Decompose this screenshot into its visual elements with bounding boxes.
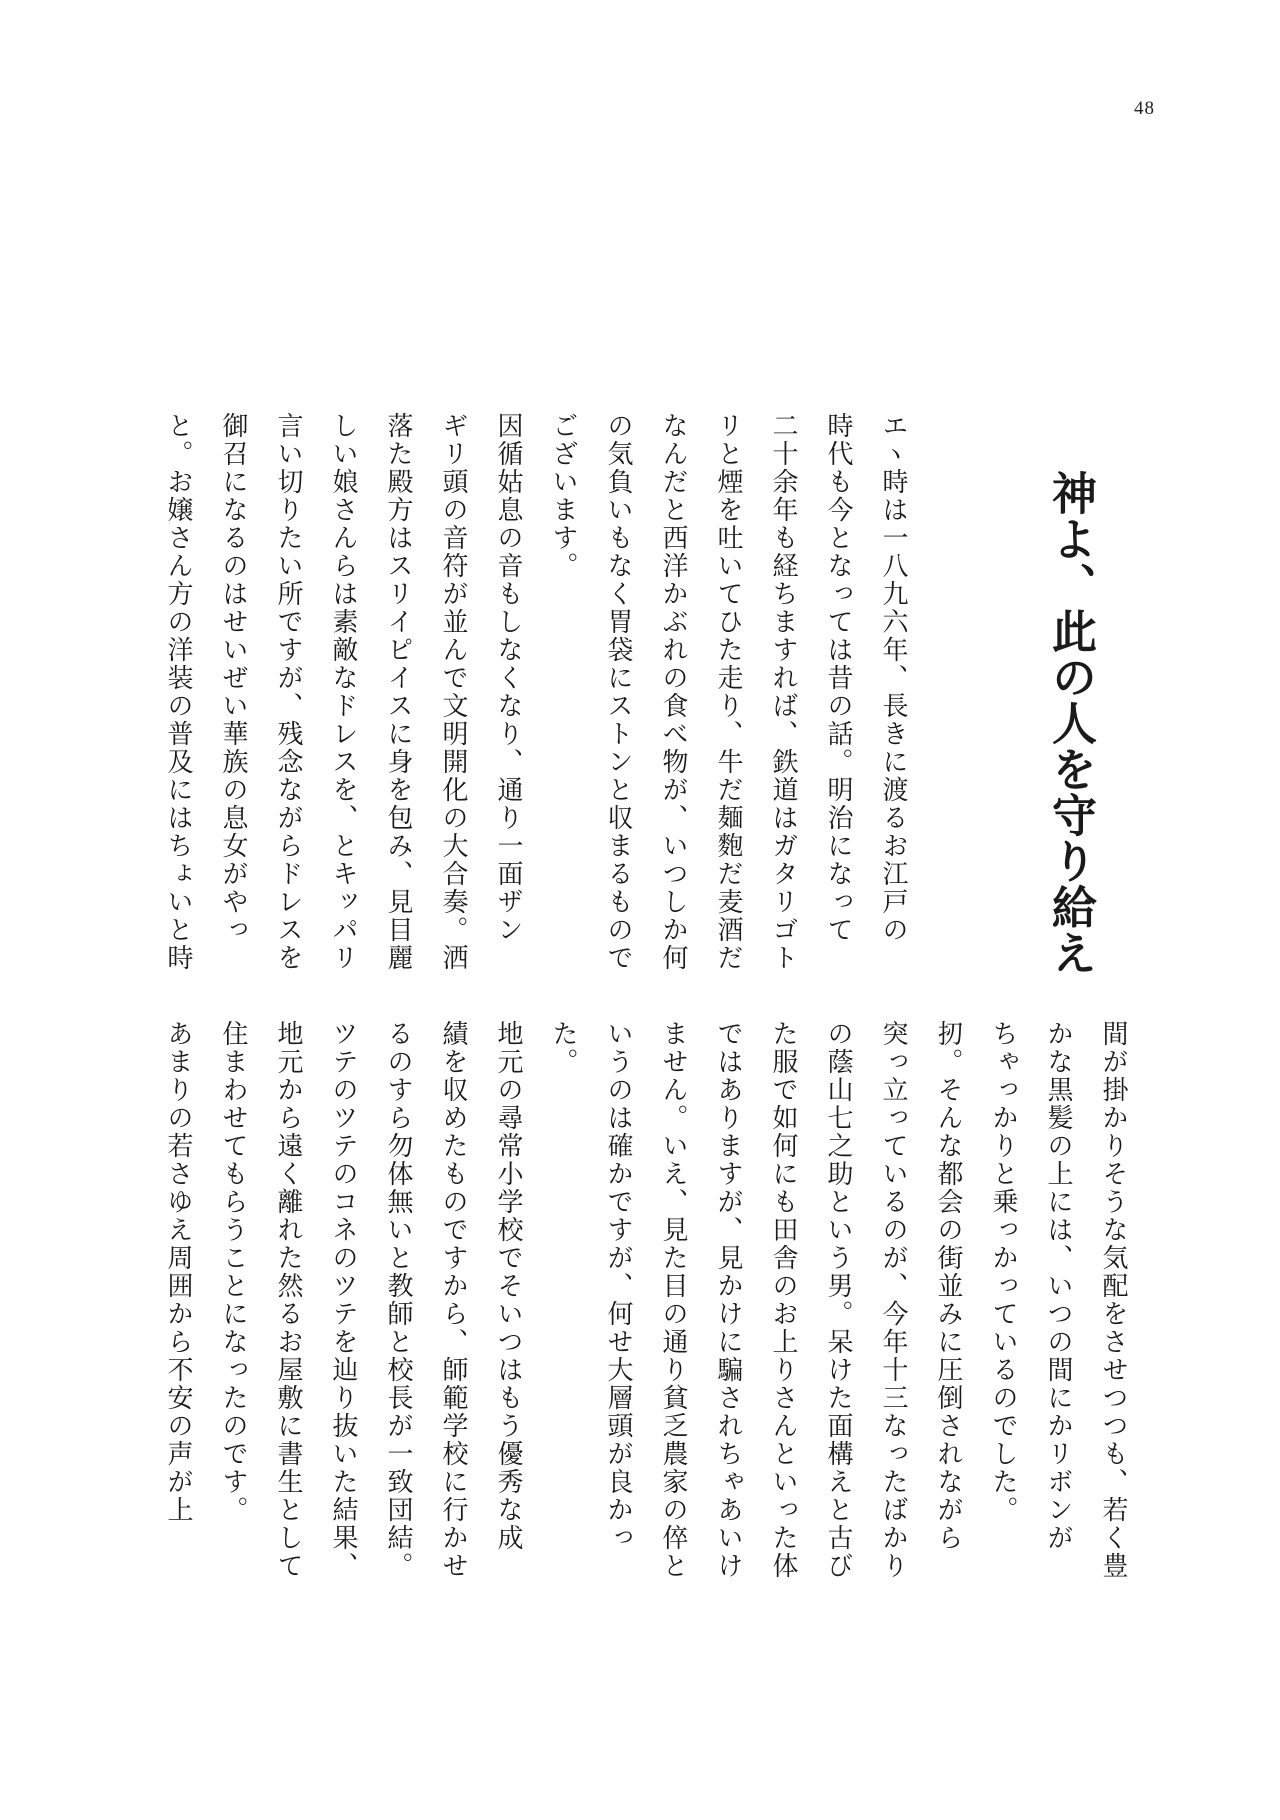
- body-text-lower: [150, 1020, 1140, 1605]
- text-line: ちゃっかりと乗っかっているのでした。: [988, 1020, 1018, 1524]
- body-text-upper: [150, 412, 920, 992]
- text-line: ございます。: [548, 412, 578, 580]
- text-line: いうのは確かですが、何せ大層頭が良かっ: [603, 1020, 633, 1552]
- text-line: るのすら勿体無いと教師と校長が一致団結。: [383, 1020, 413, 1580]
- text-line: しい娘さんらは素敵なドレスを、とキッパリ: [328, 412, 358, 972]
- text-line: ギリ頭の音符が並んで文明開化の大合奏。洒: [438, 412, 468, 972]
- text-line: 突っ立っているのが、今年十三なったばかり: [878, 1020, 908, 1580]
- page-number: 48: [1134, 98, 1155, 119]
- text-line: 間が掛かりそうな気配をさせつつも、若く豊: [1098, 1020, 1128, 1580]
- text-line: 因循姑息の音もしなくなり、通り一面ザン: [493, 412, 523, 944]
- text-line: と。お嬢さん方の洋装の普及にはちょいと時: [163, 412, 193, 972]
- text-line: リと煙を吐いてひた走り、牛だ麺麭だ麦酒だ: [713, 412, 743, 972]
- text-line: 落た殿方はスリイピイスに身を包み、見目麗: [383, 412, 413, 972]
- text-line: かな黒髪の上には、いつの間にかリボンが: [1043, 1020, 1073, 1552]
- text-line: エヽ時は一八九六年、長きに渡るお江戸の: [878, 412, 908, 944]
- text-line: なんだと西洋かぶれの食べ物が、いつしか何: [658, 412, 688, 972]
- text-line: 績を収めたものですから、師範学校に行かせ: [438, 1020, 468, 1580]
- text-line: 御召になるのはせいぜい華族の息女がやっ: [218, 412, 248, 944]
- text-line: 二十余年も経ちますれば、鉄道はガタリゴト: [768, 412, 798, 972]
- text-line: 時代も今となっては昔の話。明治になって: [823, 412, 853, 944]
- text-line: 言い切りたい所ですが、残念ながらドレスを: [273, 412, 303, 972]
- text-line: ません。いえ、見た目の通り貧乏農家の倅と: [658, 1020, 688, 1580]
- text-line: あまりの若さゆえ周囲から不安の声が上: [163, 1020, 193, 1524]
- text-line: た服で如何にも田舎のお上りさんといった体: [768, 1020, 798, 1580]
- text-line: た。: [548, 1020, 578, 1076]
- text-line: 扨。そんな都会の街並みに圧倒されながら: [933, 1020, 963, 1552]
- text-line: ツテのツテのコネのツテを辿り抜いた結果、: [328, 1020, 358, 1580]
- text-line: の気負いもなく胃袋にストンと収まるもので: [603, 412, 633, 972]
- chapter-title: 神よ、此の人を守り給え: [1044, 470, 1097, 976]
- text-line: 地元から遠く離れた然るお屋敷に書生として: [273, 1020, 303, 1580]
- text-line: の蔭山七之助という男。呆けた面構えと古び: [823, 1020, 853, 1580]
- text-line: 住まわせてもらうことになったのです。: [218, 1020, 248, 1524]
- text-line: 地元の尋常小学校でそいつはもう優秀な成: [493, 1020, 523, 1552]
- text-line: ではありますが、見かけに騙されちゃあいけ: [713, 1020, 743, 1580]
